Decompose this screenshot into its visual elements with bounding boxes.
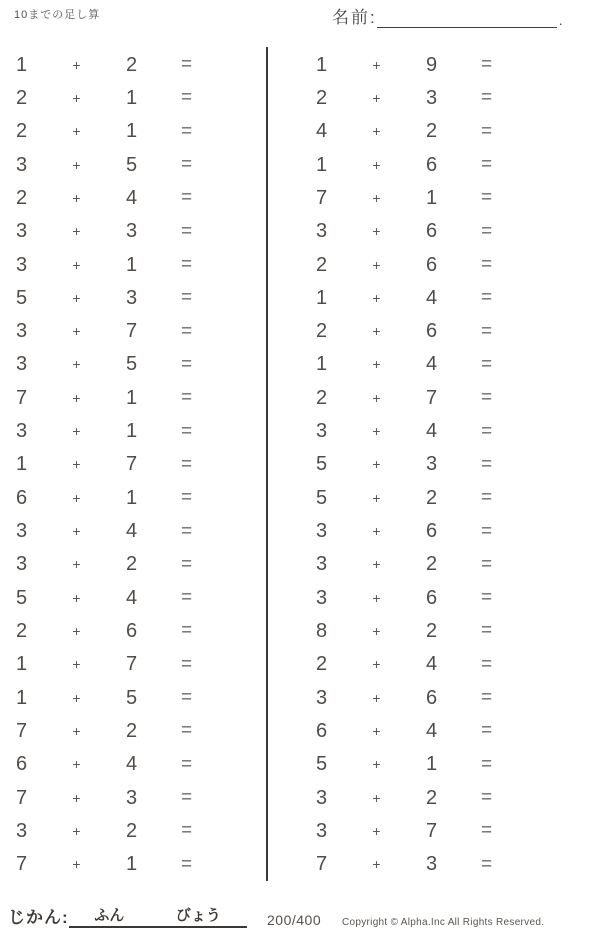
operand-b: 7 — [125, 453, 138, 476]
operand-a: 7 — [15, 386, 28, 409]
minutes-label: ふん — [94, 907, 125, 924]
equals-sign: = — [480, 353, 493, 375]
operand-a: 7 — [315, 186, 328, 209]
plus-operator: + — [72, 256, 81, 273]
operand-b: 4 — [425, 719, 438, 742]
operand-a: 3 — [315, 520, 328, 543]
operand-b: 1 — [125, 386, 138, 409]
operand-a: 8 — [315, 619, 328, 642]
equals-sign: = — [480, 220, 493, 242]
problem-row — [0, 781, 214, 814]
operand-b: 9 — [425, 53, 438, 76]
name-label: 名前: — [332, 8, 377, 27]
operand-a: 3 — [15, 153, 28, 176]
operand-a: 2 — [15, 619, 28, 642]
problem-row — [0, 381, 214, 414]
plus-operator: + — [372, 123, 381, 140]
plus-operator: + — [372, 189, 381, 206]
plus-operator: + — [372, 556, 381, 573]
problem-row — [294, 748, 514, 781]
problems-column-left — [0, 48, 214, 881]
equals-sign: = — [180, 753, 193, 775]
operand-b: 4 — [125, 753, 138, 776]
plus-operator: + — [372, 523, 381, 540]
operand-b: 1 — [425, 753, 438, 776]
problem-row — [294, 481, 514, 514]
equals-sign: = — [180, 453, 193, 475]
problem-row — [0, 281, 214, 314]
problem-row — [294, 348, 514, 381]
equals-sign: = — [480, 87, 493, 109]
plus-operator: + — [72, 722, 81, 739]
operand-b: 2 — [125, 553, 138, 576]
operand-b: 6 — [425, 520, 438, 543]
operand-a: 3 — [315, 420, 328, 443]
problem-row — [0, 48, 214, 81]
equals-sign: = — [180, 487, 193, 509]
problem-row — [0, 315, 214, 348]
operand-b: 2 — [425, 553, 438, 576]
operand-a: 1 — [15, 686, 28, 709]
plus-operator: + — [372, 489, 381, 506]
equals-sign: = — [180, 353, 193, 375]
operand-a: 1 — [315, 353, 328, 376]
problem-row — [294, 381, 514, 414]
equals-sign: = — [480, 453, 493, 475]
equals-sign: = — [180, 687, 193, 709]
problem-row — [0, 115, 214, 148]
equals-sign: = — [180, 720, 193, 742]
problem-row — [0, 215, 214, 248]
plus-operator: + — [72, 556, 81, 573]
problem-row — [0, 748, 214, 781]
plus-operator: + — [72, 356, 81, 373]
plus-operator: + — [372, 856, 381, 873]
equals-sign: = — [480, 387, 493, 409]
problem-row — [294, 581, 514, 614]
name-write-line — [377, 7, 557, 28]
operand-a: 3 — [315, 586, 328, 609]
operand-b: 4 — [425, 653, 438, 676]
plus-operator: + — [372, 622, 381, 639]
plus-operator: + — [372, 822, 381, 839]
seconds-label: びょう — [175, 907, 221, 924]
operand-a: 7 — [15, 719, 28, 742]
equals-sign: = — [180, 553, 193, 575]
operand-b: 4 — [425, 420, 438, 443]
operand-b: 6 — [425, 320, 438, 343]
plus-operator: + — [72, 622, 81, 639]
operand-a: 1 — [315, 286, 328, 309]
operand-a: 3 — [15, 420, 28, 443]
equals-sign: = — [480, 487, 493, 509]
problem-row — [0, 648, 214, 681]
equals-sign: = — [180, 653, 193, 675]
operand-b: 1 — [125, 120, 138, 143]
operand-b: 6 — [425, 586, 438, 609]
problem-row — [294, 414, 514, 447]
operand-a: 5 — [315, 486, 328, 509]
equals-sign: = — [180, 420, 193, 442]
operand-a: 6 — [15, 753, 28, 776]
operand-b: 2 — [425, 120, 438, 143]
problem-row — [294, 448, 514, 481]
problem-row — [294, 548, 514, 581]
problem-row — [0, 614, 214, 647]
operand-b: 2 — [125, 819, 138, 842]
problem-row — [294, 315, 514, 348]
operand-a: 1 — [315, 153, 328, 176]
operand-a: 2 — [15, 86, 28, 109]
problem-row — [294, 848, 514, 881]
operand-a: 3 — [315, 686, 328, 709]
equals-sign: = — [480, 154, 493, 176]
operand-b: 1 — [425, 186, 438, 209]
operand-b: 1 — [125, 253, 138, 276]
time-label: じかん: — [8, 908, 69, 927]
operand-a: 2 — [15, 120, 28, 143]
operand-b: 3 — [425, 86, 438, 109]
plus-operator: + — [72, 756, 81, 773]
plus-operator: + — [72, 489, 81, 506]
plus-operator: + — [372, 756, 381, 773]
problem-row — [0, 348, 214, 381]
plus-operator: + — [372, 789, 381, 806]
equals-sign: = — [480, 120, 493, 142]
time-write-line — [69, 904, 247, 928]
equals-sign: = — [180, 587, 193, 609]
problem-row — [294, 115, 514, 148]
operand-b: 1 — [125, 486, 138, 509]
plus-operator: + — [372, 56, 381, 73]
equals-sign: = — [180, 520, 193, 542]
operand-b: 5 — [125, 353, 138, 376]
equals-sign: = — [180, 254, 193, 276]
operand-a: 5 — [315, 753, 328, 776]
equals-sign: = — [180, 187, 193, 209]
operand-a: 7 — [315, 853, 328, 876]
operand-b: 7 — [425, 819, 438, 842]
plus-operator: + — [372, 656, 381, 673]
problem-row — [0, 681, 214, 714]
problem-row — [0, 448, 214, 481]
plus-operator: + — [72, 323, 81, 340]
plus-operator: + — [72, 589, 81, 606]
problem-row — [0, 514, 214, 547]
plus-operator: + — [72, 289, 81, 306]
operand-b: 2 — [125, 53, 138, 76]
plus-operator: + — [72, 89, 81, 106]
copyright-text: Copyright © Alpha.Inc All Rights Reserved. — [342, 917, 545, 928]
operand-a: 2 — [15, 186, 28, 209]
operand-b: 5 — [125, 153, 138, 176]
equals-sign: = — [180, 320, 193, 342]
plus-operator: + — [372, 89, 381, 106]
plus-operator: + — [72, 656, 81, 673]
operand-a: 3 — [15, 253, 28, 276]
problem-row — [294, 514, 514, 547]
operand-b: 2 — [125, 719, 138, 742]
operand-b: 3 — [125, 220, 138, 243]
plus-operator: + — [372, 256, 381, 273]
plus-operator: + — [372, 289, 381, 306]
operand-b: 2 — [425, 619, 438, 642]
plus-operator: + — [372, 223, 381, 240]
problem-row — [294, 781, 514, 814]
operand-b: 1 — [125, 420, 138, 443]
problem-row — [294, 648, 514, 681]
plus-operator: + — [372, 689, 381, 706]
operand-a: 5 — [315, 453, 328, 476]
plus-operator: + — [72, 822, 81, 839]
plus-operator: + — [72, 856, 81, 873]
plus-operator: + — [372, 389, 381, 406]
equals-sign: = — [180, 154, 193, 176]
operand-a: 3 — [315, 819, 328, 842]
equals-sign: = — [180, 220, 193, 242]
equals-sign: = — [480, 587, 493, 609]
operand-b: 1 — [125, 853, 138, 876]
plus-operator: + — [372, 456, 381, 473]
plus-operator: + — [72, 389, 81, 406]
equals-sign: = — [180, 287, 193, 309]
operand-b: 4 — [425, 353, 438, 376]
equals-sign: = — [480, 254, 493, 276]
operand-a: 1 — [15, 453, 28, 476]
problem-row — [294, 148, 514, 181]
time-field — [8, 903, 247, 928]
equals-sign: = — [180, 820, 193, 842]
operand-b: 4 — [125, 186, 138, 209]
equals-sign: = — [480, 853, 493, 875]
equals-sign: = — [180, 620, 193, 642]
operand-b: 4 — [425, 286, 438, 309]
name-field — [332, 4, 563, 28]
problem-row — [294, 248, 514, 281]
operand-a: 3 — [15, 553, 28, 576]
operand-a: 3 — [15, 320, 28, 343]
operand-b: 6 — [425, 153, 438, 176]
operand-a: 3 — [15, 819, 28, 842]
operand-a: 3 — [315, 553, 328, 576]
problem-row — [0, 81, 214, 114]
operand-b: 6 — [125, 619, 138, 642]
plus-operator: + — [72, 523, 81, 540]
equals-sign: = — [480, 753, 493, 775]
equals-sign: = — [480, 553, 493, 575]
operand-b: 3 — [125, 786, 138, 809]
problem-row — [294, 181, 514, 214]
plus-operator: + — [72, 456, 81, 473]
equals-sign: = — [480, 320, 493, 342]
plus-operator: + — [72, 56, 81, 73]
problem-row — [294, 215, 514, 248]
progress-counter: 200/400 — [267, 912, 322, 928]
problem-row — [294, 614, 514, 647]
plus-operator: + — [372, 589, 381, 606]
operand-a: 2 — [315, 386, 328, 409]
problem-row — [0, 814, 214, 847]
plus-operator: + — [72, 223, 81, 240]
operand-b: 6 — [425, 220, 438, 243]
operand-b: 4 — [125, 520, 138, 543]
problem-row — [294, 281, 514, 314]
problem-row — [0, 248, 214, 281]
equals-sign: = — [480, 620, 493, 642]
operand-b: 4 — [125, 586, 138, 609]
name-line-period: . — [558, 12, 563, 28]
equals-sign: = — [480, 687, 493, 709]
operand-b: 7 — [125, 653, 138, 676]
operand-a: 3 — [15, 220, 28, 243]
equals-sign: = — [180, 787, 193, 809]
plus-operator: + — [72, 789, 81, 806]
problem-row — [294, 681, 514, 714]
operand-b: 5 — [125, 686, 138, 709]
equals-sign: = — [480, 653, 493, 675]
operand-b: 3 — [425, 453, 438, 476]
problem-row — [0, 714, 214, 747]
plus-operator: + — [372, 156, 381, 173]
operand-a: 7 — [15, 853, 28, 876]
operand-a: 4 — [315, 120, 328, 143]
operand-b: 3 — [425, 853, 438, 876]
operand-a: 3 — [315, 220, 328, 243]
equals-sign: = — [480, 820, 493, 842]
equals-sign: = — [480, 287, 493, 309]
operand-b: 6 — [425, 686, 438, 709]
equals-sign: = — [180, 120, 193, 142]
plus-operator: + — [72, 123, 81, 140]
problems-column-right — [294, 48, 514, 881]
equals-sign: = — [180, 87, 193, 109]
plus-operator: + — [72, 189, 81, 206]
operand-a: 6 — [15, 486, 28, 509]
operand-a: 1 — [315, 53, 328, 76]
equals-sign: = — [480, 187, 493, 209]
problem-row — [0, 414, 214, 447]
operand-a: 2 — [315, 320, 328, 343]
equals-sign: = — [480, 420, 493, 442]
problem-row — [0, 481, 214, 514]
operand-a: 5 — [15, 286, 28, 309]
problem-row — [0, 848, 214, 881]
problem-row — [294, 714, 514, 747]
operand-a: 1 — [15, 653, 28, 676]
operand-b: 1 — [125, 86, 138, 109]
problem-row — [0, 548, 214, 581]
operand-a: 3 — [15, 353, 28, 376]
plus-operator: + — [72, 156, 81, 173]
problem-row — [294, 48, 514, 81]
equals-sign: = — [180, 387, 193, 409]
problem-row — [294, 814, 514, 847]
operand-a: 2 — [315, 86, 328, 109]
operand-a: 5 — [15, 586, 28, 609]
equals-sign: = — [480, 787, 493, 809]
plus-operator: + — [372, 423, 381, 440]
operand-b: 2 — [425, 786, 438, 809]
plus-operator: + — [72, 689, 81, 706]
equals-sign: = — [180, 54, 193, 76]
operand-a: 1 — [15, 53, 28, 76]
operand-a: 2 — [315, 253, 328, 276]
problem-row — [294, 81, 514, 114]
plus-operator: + — [372, 722, 381, 739]
operand-b: 2 — [425, 486, 438, 509]
equals-sign: = — [480, 720, 493, 742]
operand-a: 6 — [315, 719, 328, 742]
operand-a: 7 — [15, 786, 28, 809]
operand-a: 3 — [15, 520, 28, 543]
equals-sign: = — [180, 853, 193, 875]
column-divider-line — [266, 47, 268, 881]
operand-b: 3 — [125, 286, 138, 309]
plus-operator: + — [372, 356, 381, 373]
equals-sign: = — [480, 520, 493, 542]
plus-operator: + — [372, 323, 381, 340]
plus-operator: + — [72, 423, 81, 440]
page-title: 10までの足し算 — [14, 9, 101, 21]
problem-row — [0, 181, 214, 214]
problem-row — [0, 148, 214, 181]
operand-a: 3 — [315, 786, 328, 809]
operand-b: 7 — [125, 320, 138, 343]
problem-row — [0, 581, 214, 614]
operand-b: 7 — [425, 386, 438, 409]
operand-b: 6 — [425, 253, 438, 276]
operand-a: 2 — [315, 653, 328, 676]
equals-sign: = — [480, 54, 493, 76]
